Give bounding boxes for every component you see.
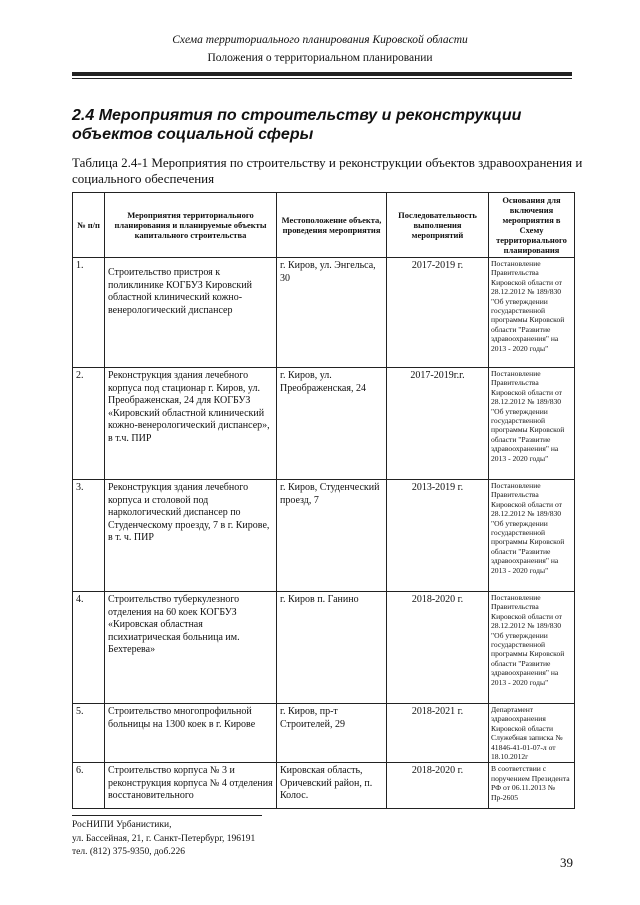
- header-document-title: Схема территориального планирования Кировской области: [172, 34, 468, 46]
- cell-measure: Строительство туберкулезного отделения на 60 коек КОГБУЗ «Кировская областная психиатрическая больница им. Бехтерева»: [105, 592, 277, 704]
- cell-number: 4.: [73, 592, 105, 704]
- cell-location: г. Киров п. Ганино: [277, 592, 387, 704]
- footer-rule: [72, 815, 262, 816]
- footer-organization: РосНИПИ Урбанистики,: [72, 820, 172, 830]
- cell-location: Кировская область, Оричевский район, п. Колос.: [277, 763, 387, 809]
- table-row: [73, 704, 575, 763]
- cell-basis: Постановление Правительства Кировской области от 28.12.2012 № 189/830 "Об утверждении государственной программы Кировской области "Развитие здравоохранения" на 2013 - 2020 годы": [489, 368, 575, 480]
- col-header-period: Последовательность выполнения мероприятий: [387, 193, 489, 258]
- cell-number: 5.: [73, 704, 105, 763]
- cell-number: 1.: [73, 258, 105, 368]
- footer-address: ул. Бассейная, 21, г. Санкт-Петербург, 196191: [72, 834, 256, 844]
- cell-location: г. Киров, ул. Преображенская, 24: [277, 368, 387, 480]
- cell-period: 2018-2021 г.: [387, 704, 489, 763]
- cell-location: г. Киров, Студенческий проезд, 7: [277, 480, 387, 592]
- cell-number: 2.: [73, 368, 105, 480]
- cell-basis: Постановление Правительства Кировской области от 28.12.2012 № 189/830 "Об утверждении государственной программы Кировской области "Развитие здравоохранения" на 2013 - 2020 годы": [489, 258, 575, 368]
- table-header-row: [73, 193, 575, 258]
- col-header-measure: Мероприятия территориального планирования и планируемые объекты капитального строительства: [105, 193, 277, 258]
- cell-location: г. Киров, пр-т Строителей, 29: [277, 704, 387, 763]
- cell-location: г. Киров, ул. Энгельса, 30: [277, 258, 387, 368]
- table-row: [73, 368, 575, 480]
- col-header-number: № п/п: [73, 193, 105, 258]
- cell-basis: Постановление Правительства Кировской области от 28.12.2012 № 189/830 "Об утверждении государственной программы Кировской области "Развитие здравоохранения" на 2013 - 2020 годы": [489, 592, 575, 704]
- cell-measure: Строительство многопрофильной больницы на 1300 коек в г. Кирове: [105, 704, 277, 763]
- cell-measure: Реконструкция здания лечебного корпуса под стационар г. Киров, ул. Преображенская, 24 для КОГБУЗ «Кировский областной клинический кожно-венерологический диспансер», в т.ч. ПИР: [105, 368, 277, 480]
- table-caption: Таблица 2.4-1 Мероприятия по строительству и реконструкции объектов здравоохранения и социального обеспечения: [72, 155, 583, 186]
- footer-phone: тел. (812) 375-9350, доб.226: [72, 847, 186, 857]
- cell-period: 2013-2019 г.: [387, 480, 489, 592]
- table-row: [73, 763, 575, 809]
- section-title: 2.4 Мероприятия по строительству и реконструкции объектов социальной сферы: [72, 107, 522, 143]
- cell-measure: Строительство корпуса № 3 и реконструкция корпуса № 4 отделения восстановительного: [105, 763, 277, 809]
- cell-measure: Реконструкция здания лечебного корпуса и столовой под наркологический диспансер по Студенческому проезду, 7 в г. Кирове, в т. ч. ПИР: [105, 480, 277, 592]
- table-row: [73, 592, 575, 704]
- cell-basis: Постановление Правительства Кировской области от 28.12.2012 № 189/830 "Об утверждении государственной программы Кировской области "Развитие здравоохранения" на 2013 - 2020 годы": [489, 480, 575, 592]
- table-row: [73, 258, 575, 368]
- table-row: [73, 480, 575, 592]
- cell-basis: Департамент здравоохранения Кировской области Служебная записка № 41846-41-01-07-л от 18.10.2012г: [489, 704, 575, 763]
- cell-measure: Строительство пристроя к поликлинике КОГБУЗ Кировский областной клинический кожно-венерологический диспансер: [105, 258, 277, 368]
- header-section-title: Положения о территориальном планировании: [207, 52, 433, 64]
- measures-table: [72, 192, 575, 809]
- col-header-basis: Основания для включения мероприятия в Схему территориального планирования: [489, 193, 575, 258]
- cell-number: 3.: [73, 480, 105, 592]
- cell-period: 2018-2020 г.: [387, 763, 489, 809]
- cell-basis: В соответствии с поручением Президента РФ от 06.11.2013 № Пр-2605: [489, 763, 575, 809]
- header-rule-thin: [72, 78, 572, 79]
- cell-period: 2017-2019г.г.: [387, 368, 489, 480]
- cell-number: 6.: [73, 763, 105, 809]
- header-rule: [72, 72, 572, 76]
- col-header-location: Местоположение объекта, проведения мероприятия: [277, 193, 387, 258]
- page-number: 39: [560, 855, 573, 870]
- cell-period: 2017-2019 г.: [387, 258, 489, 368]
- cell-period: 2018-2020 г.: [387, 592, 489, 704]
